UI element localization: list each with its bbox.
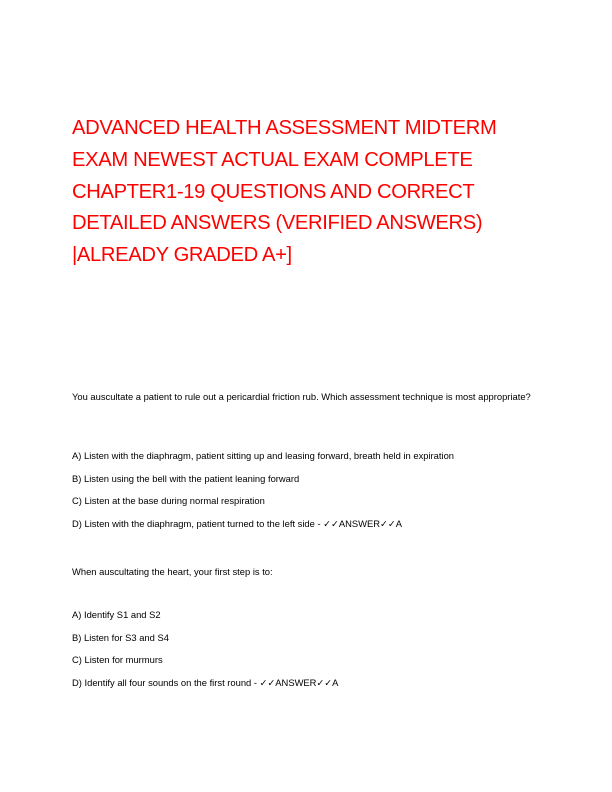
answer-option: C) Listen at the base during normal respiration: [72, 495, 265, 506]
question-text: When auscultating the heart, your first step is to:: [72, 566, 273, 577]
answer-option: C) Listen for murmurs: [72, 654, 163, 665]
answer-option: B) Listen for S3 and S4: [72, 632, 169, 643]
title-line: CHAPTER1-19 QUESTIONS AND CORRECT: [72, 180, 475, 203]
answer-option: A) Listen with the diaphragm, patient sitting up and leasing forward, breath held in expiration: [72, 450, 454, 461]
answer-option: D) Identify all four sounds on the first round - ✓✓ANSWER✓✓A: [72, 677, 339, 688]
answer-option: B) Listen using the bell with the patient leaning forward: [72, 473, 300, 484]
answer-option: A) Identify S1 and S2: [72, 609, 161, 620]
title-line: EXAM NEWEST ACTUAL EXAM COMPLETE: [72, 148, 473, 171]
title-line: ADVANCED HEALTH ASSESSMENT MIDTERM: [72, 117, 497, 139]
question-block: [72, 390, 532, 403]
document-title: [72, 113, 512, 272]
title-line: |ALREADY GRADED A+]: [72, 244, 292, 267]
question-block: [72, 565, 532, 578]
title-line: DETAILED ANSWERS (VERIFIED ANSWERS): [72, 212, 483, 235]
question-text: You auscultate a patient to rule out a pericardial friction rub. Which assessment technique is most appropriate?: [72, 391, 531, 402]
answer-option: D) Listen with the diaphragm, patient turned to the left side - ✓✓ANSWER✓✓A: [72, 518, 403, 529]
